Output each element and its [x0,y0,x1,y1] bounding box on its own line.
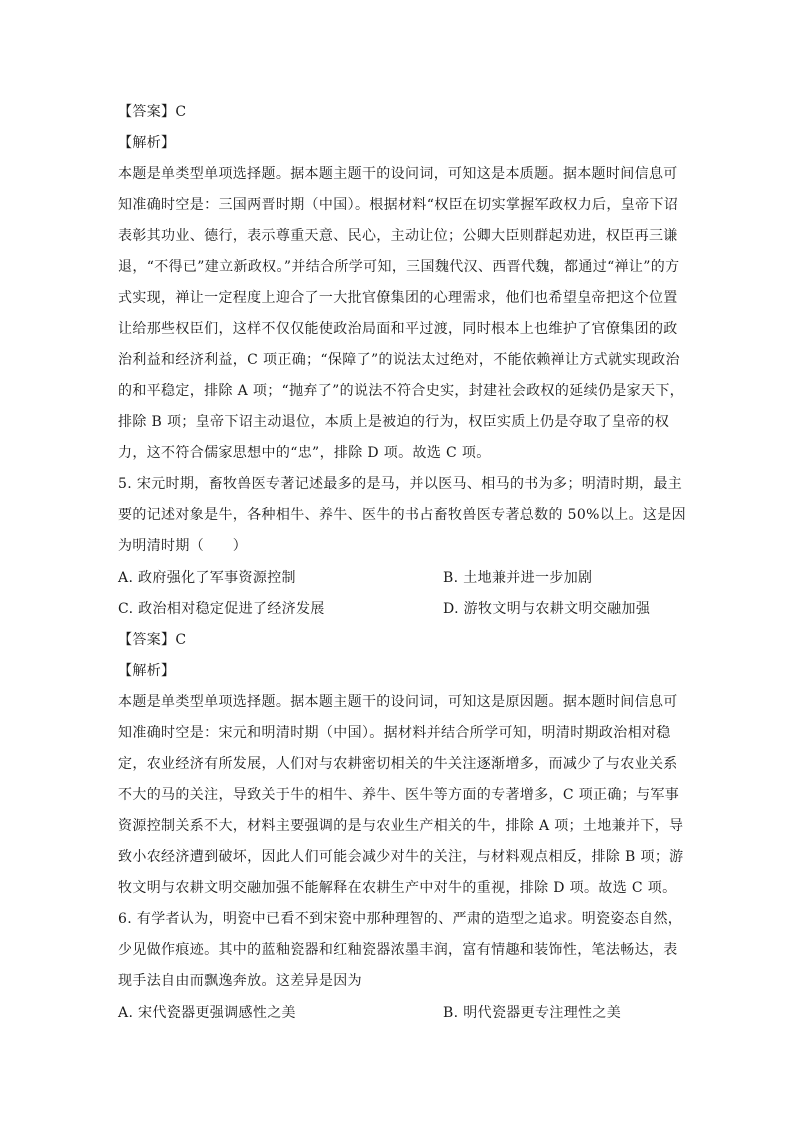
analysis-label: 【解析】 [118,663,176,679]
analysis-line: 定，农业经济有所发展，人们对与农耕密切相关的牛关注逐渐增多，而减少了与农业关系 [118,756,678,772]
q5-option-d: D. 游牧文明与农耕文明交融加强 [443,601,651,617]
analysis-line: 治利益和经济利益，C 项正确；“保障了”的说法太过绝对，不能依赖禅让方式就实现政治 [118,352,680,368]
answer-label: 【答案】C [118,104,187,120]
analysis-line: 致小农经济遭到破坏，因此人们可能会减少对牛的关注，与材料观点相反，排除 B 项；游 [118,849,684,865]
analysis-line: 让给那些权臣们，这样不仅仅能使政治局面和平过渡，同时根本上也维护了官僚集团的政 [118,321,678,337]
q5-option-b: B. 土地兼并进一步加剧 [443,570,593,586]
analysis-line: 本题是单类型单项选择题。据本题主题干的设问词，可知这是本质题。据本题时间信息可 [118,166,678,182]
analysis-line: 排除 B 项；皇帝下诏主动退位，本质上是被迫的行为，权臣实质上仍是夺取了皇帝的权 [118,414,670,430]
analysis-line: 知准确时空是：宋元和明清时期（中国）。据材料并结合所学可知，明清时期政治相对稳 [118,725,671,741]
q6-option-b: B. 明代瓷器更专注理性之美 [443,1005,622,1021]
question-5-stem: 要的记述对象是牛，各种相牛、养牛、医牛的书占畜牧兽医专著总数的 50%以上。这是因 [118,507,686,523]
analysis-line: 知准确时空是：三国两晋时期（中国）。根据材料“权臣在切实掌握军政权力后，皇帝下诏 [118,197,679,213]
question-6-stem: 少见做作痕迹。其中的蓝釉瓷器和红釉瓷器浓墨丰润，富有情趣和装饰性，笔法畅达，表 [118,942,678,958]
analysis-line: 表彰其功业、德行，表示尊重天意、民心，主动让位；公卿大臣则群起劝进，权臣再三谦 [118,228,678,244]
q5-option-c: C. 政治相对稳定促进了经济发展 [118,601,325,617]
analysis-line: 式实现，禅让一定程度上迎合了一大批官僚集团的心理需求，他们也希望皇帝把这个位置 [118,290,678,306]
analysis-line: 退，“不得已”建立新政权。”并结合所学可知，三国魏代汉、西晋代魏，都通过“禅让”的方 [118,259,680,275]
question-6-stem: 现手法自由而飘逸奔放。这差异是因为 [118,973,362,989]
answer-label: 【答案】C [118,632,187,648]
analysis-line: 不大的马的关注，导致关于牛的相牛、养牛、医牛等方面的专著增多，C 项正确；与军事 [118,787,680,803]
analysis-label: 【解析】 [118,135,176,151]
analysis-line: 力，这不符合儒家思想中的“忠”，排除 D 项。故选 C 项。 [118,445,491,461]
analysis-line: 牧文明与农耕文明交融加强不能解释在农耕生产中对牛的重视，排除 D 项。故选 C 项。 [118,880,677,896]
question-5-stem: 5. 宋元时期，畜牧兽医专著记述最多的是马，并以医马、相马的书为多；明清时期，最主 [118,476,683,492]
question-6-stem: 6. 有学者认为，明瓷中已看不到宋瓷中那种理智的、严肃的造型之追求。明瓷姿态自然， [118,911,683,927]
q5-option-a: A. 政府强化了军事资源控制 [118,570,296,586]
question-5-stem: 为明清时期（ ） [118,538,248,554]
analysis-line: 的和平稳定，排除 A 项；“抛弃了”的说法不符合史实，封建社会政权的延续仍是家天下， [118,383,685,399]
analysis-line: 资源控制关系不大，材料主要强调的是与农业生产相关的牛，排除 A 项；土地兼并下，导 [118,818,684,834]
q6-option-a: A. 宋代瓷器更强调感性之美 [118,1005,296,1021]
analysis-line: 本题是单类型单项选择题。据本题主题干的设问词，可知这是原因题。据本题时间信息可 [118,694,678,710]
